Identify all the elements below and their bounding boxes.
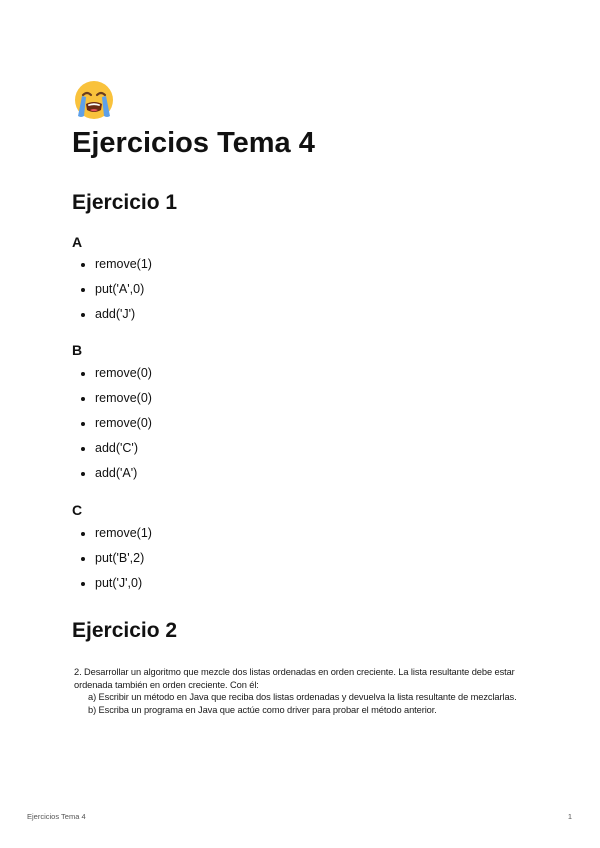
section-c-label: C bbox=[72, 502, 83, 518]
crying-face-icon bbox=[72, 78, 116, 122]
footer-page-number: 1 bbox=[567, 812, 572, 821]
list-item: put('J',0) bbox=[72, 574, 152, 599]
list-item: add('A') bbox=[72, 464, 152, 489]
list-item: remove(0) bbox=[72, 389, 152, 414]
footer-document-title: Ejercicios Tema 4 bbox=[27, 812, 86, 821]
list-item: add('C') bbox=[72, 439, 152, 464]
list-item: remove(1) bbox=[72, 524, 152, 549]
page-title: Ejercicios Tema 4 bbox=[72, 127, 315, 159]
statement-part-b: b) Escriba un programa en Java que actúe como driver para probar el método anterior. bbox=[88, 704, 437, 715]
statement-part-a: a) Escribir un método en Java que reciba dos listas ordenadas y devuelva la lista resultante de mezclarlas. bbox=[88, 692, 517, 702]
list-item: remove(0) bbox=[72, 364, 152, 389]
section-c-list bbox=[72, 524, 152, 599]
section-a-label: A bbox=[72, 234, 83, 250]
list-item: put('A',0) bbox=[72, 280, 152, 305]
section-b-label: B bbox=[72, 342, 83, 358]
exercise-statement-image bbox=[74, 666, 544, 716]
ejercicio-2-heading: Ejercicio 2 bbox=[72, 619, 178, 642]
list-item: add('J') bbox=[72, 305, 152, 330]
section-a-list bbox=[72, 255, 152, 330]
statement-line-2: ordenada también en orden creciente. Con él: bbox=[74, 679, 259, 690]
list-item: put('B',2) bbox=[72, 549, 152, 574]
section-b-list bbox=[72, 364, 152, 489]
list-item: remove(1) bbox=[72, 255, 152, 280]
statement-line-1: 2. Desarrollar un algoritmo que mezcle dos listas ordenadas en orden creciente. La lista resultante debe estar bbox=[74, 667, 515, 677]
ejercicio-1-heading: Ejercicio 1 bbox=[72, 191, 178, 214]
list-item: remove(0) bbox=[72, 414, 152, 439]
